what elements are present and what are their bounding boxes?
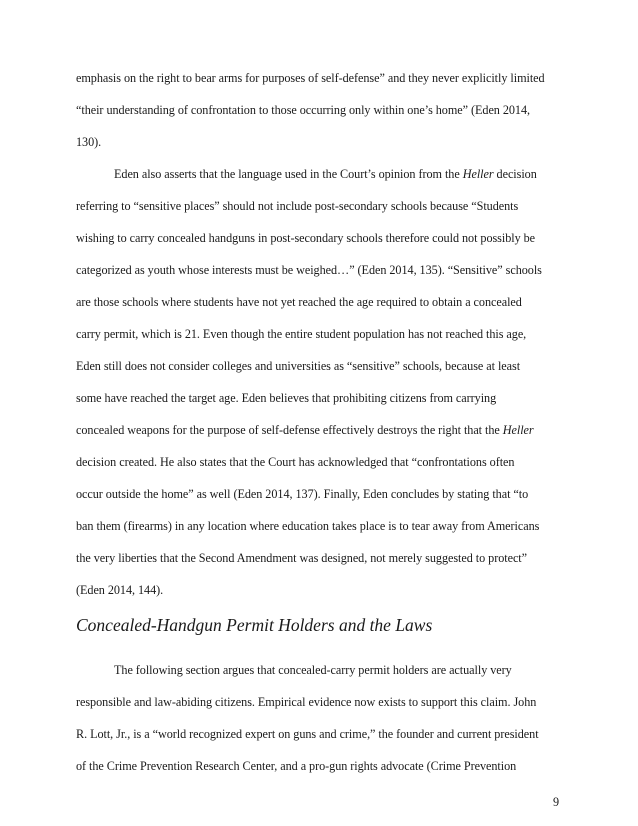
text-span: decision bbox=[493, 167, 537, 181]
text-line: responsible and law-abiding citizens. Empirical evidence now exists to support this claim. John bbox=[76, 695, 537, 709]
text-line: “their understanding of confrontation to those occurring only within one’s home” (Eden 2014, bbox=[76, 103, 531, 117]
case-name-italic: Heller bbox=[502, 423, 534, 437]
section-heading: Concealed-Handgun Permit Holders and the Laws bbox=[76, 615, 433, 635]
text-line: The following section argues that concealed-carry permit holders are actually very bbox=[114, 663, 512, 677]
text-line: carry permit, which is 21. Even though the entire student population has not reached this age, bbox=[76, 327, 527, 341]
text-line: R. Lott, Jr., is a “world recognized expert on guns and crime,” the founder and current president bbox=[76, 727, 539, 741]
text-line bbox=[114, 166, 537, 182]
text-line: occur outside the home” as well (Eden 2014, 137). Finally, Eden concludes by stating that “to bbox=[76, 487, 529, 501]
text-span: Eden also asserts that the language used in the Court’s opinion from the bbox=[114, 167, 463, 181]
text-line: decision created. He also states that the Court has acknowledged that “confrontations often bbox=[76, 455, 515, 469]
text-line: emphasis on the right to bear arms for purposes of self-defense” and they never explicitly limited bbox=[76, 71, 545, 85]
text-line: (Eden 2014, 144). bbox=[76, 583, 164, 597]
text-line bbox=[76, 422, 534, 438]
text-line: of the Crime Prevention Research Center, and a pro-gun rights advocate (Crime Prevention bbox=[76, 759, 517, 773]
page-number: 9 bbox=[553, 795, 560, 809]
text-line: wishing to carry concealed handguns in post-secondary schools therefore could not possibly be bbox=[76, 231, 536, 245]
text-line: are those schools where students have not yet reached the age required to obtain a concealed bbox=[76, 295, 522, 309]
text-line: categorized as youth whose interests must be weighed…” (Eden 2014, 135). “Sensitive” schools bbox=[76, 263, 542, 277]
text-line: referring to “sensitive places” should not include post-secondary schools because “Students bbox=[76, 199, 519, 213]
text-line: the very liberties that the Second Amendment was designed, not merely suggested to protect” bbox=[76, 551, 528, 565]
text-span: concealed weapons for the purpose of self-defense effectively destroys the right that the bbox=[76, 423, 503, 437]
case-name-italic: Heller bbox=[462, 167, 494, 181]
text-line: Eden still does not consider colleges and universities as “sensitive” schools, because at least bbox=[76, 359, 521, 373]
text-line: ban them (firearms) in any location where education takes place is to tear away from Americans bbox=[76, 519, 540, 533]
text-line: 130). bbox=[76, 135, 102, 149]
text-line: some have reached the target age. Eden believes that prohibiting citizens from carrying bbox=[76, 391, 497, 405]
